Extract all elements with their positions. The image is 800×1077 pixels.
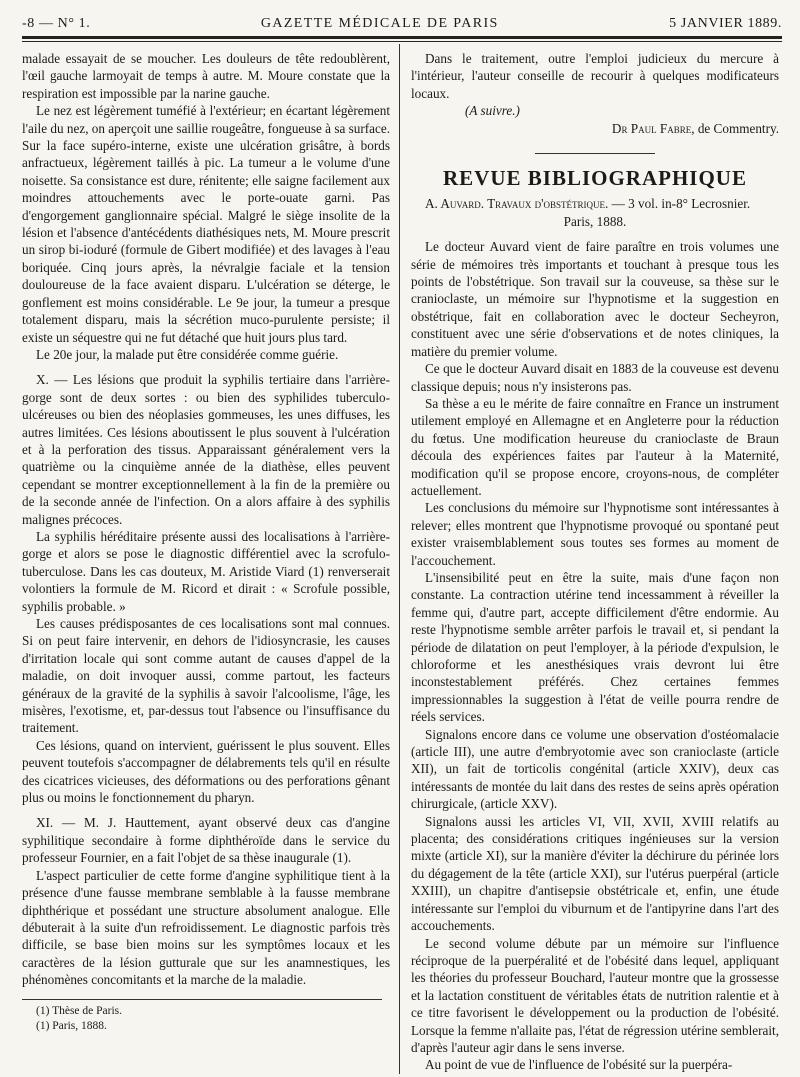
paragraph: Le nez est légèrement tuméfié à l'extérieur; en écartant légèrement l'aile du nez, on aperçoit une saillie rougeâtre, fongueuse à sa surface. Sur la face supéro-interne, existe une ulcération grisâtre, à bords anfractueux, légèrement taillés à pic. La tumeur a le volume d'une noisette. Sa consistance est dure, rénitente; elle saigne facilement aux moindres attouchements avec le porte-ouate garni. Pas d'engorgement ganglionnaire spécial. Malgré le siège insolite de la lésion et l'absence d'antécédents diathésiques nets, M. Moure prescrit un sirop bi-ioduré (formule de Gibert modifiée) et des lavages à l'eau boriquée. Cinq jours après, la névralgie faciale et la tension douloureuse de la face avaient disparu. L'ulcération se déterge, le gonflement est moins considérable. Le 9e jour, la tumeur a presque totalement disparu, mais la sécrétion muco-purulente persiste; il existe un séquestre qui ne fut détaché que huit jours plus tard. <box>22 103 390 345</box>
section-separator <box>535 153 655 154</box>
paragraph: Sa thèse a eu le mérite de faire connaître en France un instrument utilement employé en Allemagne et en Angleterre pour la réduction du fœtus. Une modification heureuse du cranioclaste de Braun découla des expériences faites par l'auteur à la Maternité, modification qu'il se propose encore, croyons-nous, de compléter actuellement. <box>411 395 779 498</box>
paragraph: Le 20e jour, la malade put être considérée comme guérie. <box>36 346 339 362</box>
paragraph: L'aspect particulier de cette forme d'angine syphilitique tient à la présence d'une fausse membrane semblable à la fausse membrane diphthérique et possédant une structure absolument analogue. Elle débuterait à la suite d'un refroidissement. Le diagnostic parfois très difficile, se base bien moins sur les symptômes locaux et les caractères de la lésion gutturale que sur les anamnestiques, les phénomènes concomitants et la marche de la maladie. <box>22 867 390 988</box>
footnote: (1) Thèse de Paris. <box>36 1004 123 1017</box>
bibliography-place: Paris, 1888. <box>563 213 627 229</box>
column-divider <box>399 44 400 1074</box>
signature-name: Dr Paul Fabre, <box>611 120 695 136</box>
paragraph: Signalons encore dans ce volume une observation d'ostéomalacie (article III), une autre d'embryotomie avec son cranioclaste (article XII), un fait de torticolis congénital (article XXIV), deux cas intéressants de montée du lait dans des restes de seins après opération chirurgicale, (article XXV). <box>411 726 779 812</box>
journal-title: GAZETTE MÉDICALE DE PARIS <box>260 16 499 31</box>
paragraph: Ces lésions, quand on intervient, guérissent le plus souvent. Elles peuvent toutefois s'accompagner de délabrements tels qu'il en résulte des cicatrices vicieuses, des déformations ou des perforations gênant plus ou moins le fonctionnement du pharyn. <box>22 737 390 806</box>
footnote: (1) Paris, 1888. <box>36 1019 107 1032</box>
footnote-rule <box>22 999 382 1000</box>
paragraph: XI. — M. J. Hauttement, ayant observé deux cas d'angine syphilitique secondaire à forme diphthéroïde dans le service du professeur Fournier, en a fait l'objet de sa thèse inaugurale (1). <box>22 815 390 866</box>
section-title: REVUE BIBLIOGRAPHIQUE <box>443 166 747 191</box>
bibliography-entry <box>411 195 779 212</box>
header-rule-thin <box>22 41 782 42</box>
signature-place: de Commentry. <box>697 120 779 136</box>
header-rule-thick <box>22 36 782 39</box>
paragraph: Ce que le docteur Auvard disait en 1883 de la couveuse est devenu classique depuis; nous n'y insisterons pas. <box>411 361 779 394</box>
paragraph: La syphilis héréditaire présente aussi des localisations à l'arrière-gorge et alors se pose le diagnostic différentiel avec la scrofulo-tuberculose. Dans les cas douteux, M. Aristide Viard (1) renverserait volontiers la formule de M. Ricord et dirait : « Scrofule possible, syphilis probable. » <box>22 528 390 614</box>
bibliography-author: A. Auvard. Travaux d'obstétrique. <box>425 196 609 212</box>
page-header <box>22 10 782 32</box>
paragraph: X. — Les lésions que produit la syphilis tertiaire dans l'arrière-gorge sont de deux sortes : ou bien des syphilides tuberculo-ulcéreuses ou bien des néoplasies gommeuses, les unes diffuses, les autres limitées. Ces lésions aboutissent le plus souvent à l'ulcération et à la perforation des tissus. Apparaissant généralement vers la quatrième ou la cinquième année de la diathèse, elles peuvent cependant se montrer exceptionnellement à la fin de la première ou de la seconde année de l'infection. On a alors affaire à des syphilis malignes précoces. <box>22 372 390 527</box>
paragraph: malade essayait de se moucher. Les douleurs de tête redoublèrent, l'œil gauche larmoyait de temps à autre. M. Moure constate que la respiration est impossible par la narine gauche. <box>22 51 390 101</box>
left-column <box>22 50 390 1073</box>
paragraph: Les causes prédisposantes de ces localisations sont mal connues. Si on peut faire intervenir, en dehors de l'idiosyncrasie, les causes d'irritation locale qui sont comme autant de causes d'appel de la maladie, on doit invoquer aussi, comme partout, les facteurs généraux de la gravité de la syphilis à savoir l'alcoolisme, l'âge, les misères, l'exotisme, et, par-dessus tout l'absence ou l'insuffisance du traitement. <box>22 616 390 736</box>
right-column <box>411 50 779 1073</box>
paragraph: L'insensibilité peut en être la suite, mais d'une façon non constante. La contraction utérine tend incessamment à réveiller la femme qui, d'autre part, accepte difficilement d'être endormie. Au reste l'hypnotisme semble arrêter parfois le travail et, si pendant la période de dilatation on peut l'employer, à la période d'expulsion, le chloroforme et les anesthésiques vrais devront lui être inconstestablement préférés. Chez certaines femmes impressionnables la suggestion à l'état de veille pourra rendre de réels services. <box>411 569 779 725</box>
paragraph: Les conclusions du mémoire sur l'hypnotisme sont intéressantes à relever; elles montrent que l'hypnotisme provoqué ou spontané peut exister vraisemblablement sous toutes ses formes au moment de l'accouchement. <box>411 500 779 568</box>
issue-date: 5 JANVIER 1889. <box>669 16 782 31</box>
to-be-continued: (A suivre.) <box>465 103 520 119</box>
bibliography-details: — 3 vol. in-8° Lecrosnier. <box>611 196 751 212</box>
paragraph: Le docteur Auvard vient de faire paraître en trois volumes une série de mémoires très importants et touchant à presque tous les points de l'obstétrique. Son travail sur la couveuse, sa thèse sur le cranioclaste, un mémoire sur l'hypnotisme et la suggestion en obstétrique, fait en collaboration avec le docteur Secheyron, constituent avec une série d'observations et de notes cliniques, la matière du premier volume. <box>411 239 779 359</box>
author-signature <box>411 120 779 137</box>
paragraph: Au point de vue de l'influence de l'obésité sur la puerpéra- <box>425 1057 733 1073</box>
paragraph: Dans le traitement, outre l'emploi judicieux du mercure à l'intérieur, l'auteur conseille de recourir à quelques modificateurs locaux. <box>411 51 779 101</box>
page-number: -8 — N° 1. <box>22 16 91 31</box>
paragraph: Signalons aussi les articles VI, VII, XVII, XVIII relatifs au placenta; des considérations critiques ingénieuses sur la version mixte (article XI), sur la manière d'éviter la déchirure du périnée lors du dégagement de la tête (article XXI), sur l'utérus puerpéral (article XXIII), un chapitre d'antisepsie obstétricale et, enfin, une étude intéressante sur l'emploi du viburnum et de l'antipyrine dans l'art des accouchements. <box>411 813 779 934</box>
paragraph: Le second volume débute par un mémoire sur l'influence réciproque de la puerpéralité et de l'obésité dans lequel, appliquant les théories du professeur Bouchard, l'auteur montre que la grossesse et la lactation constituent de véritables états de nutrition ralentie et à ce titre favorisent le développement ou la production de l'obésité. Lorsque la femme n'allaite pas, l'état de régression utérine semblerait, d'après l'auteur agir dans le sens inverse. <box>411 935 779 1055</box>
